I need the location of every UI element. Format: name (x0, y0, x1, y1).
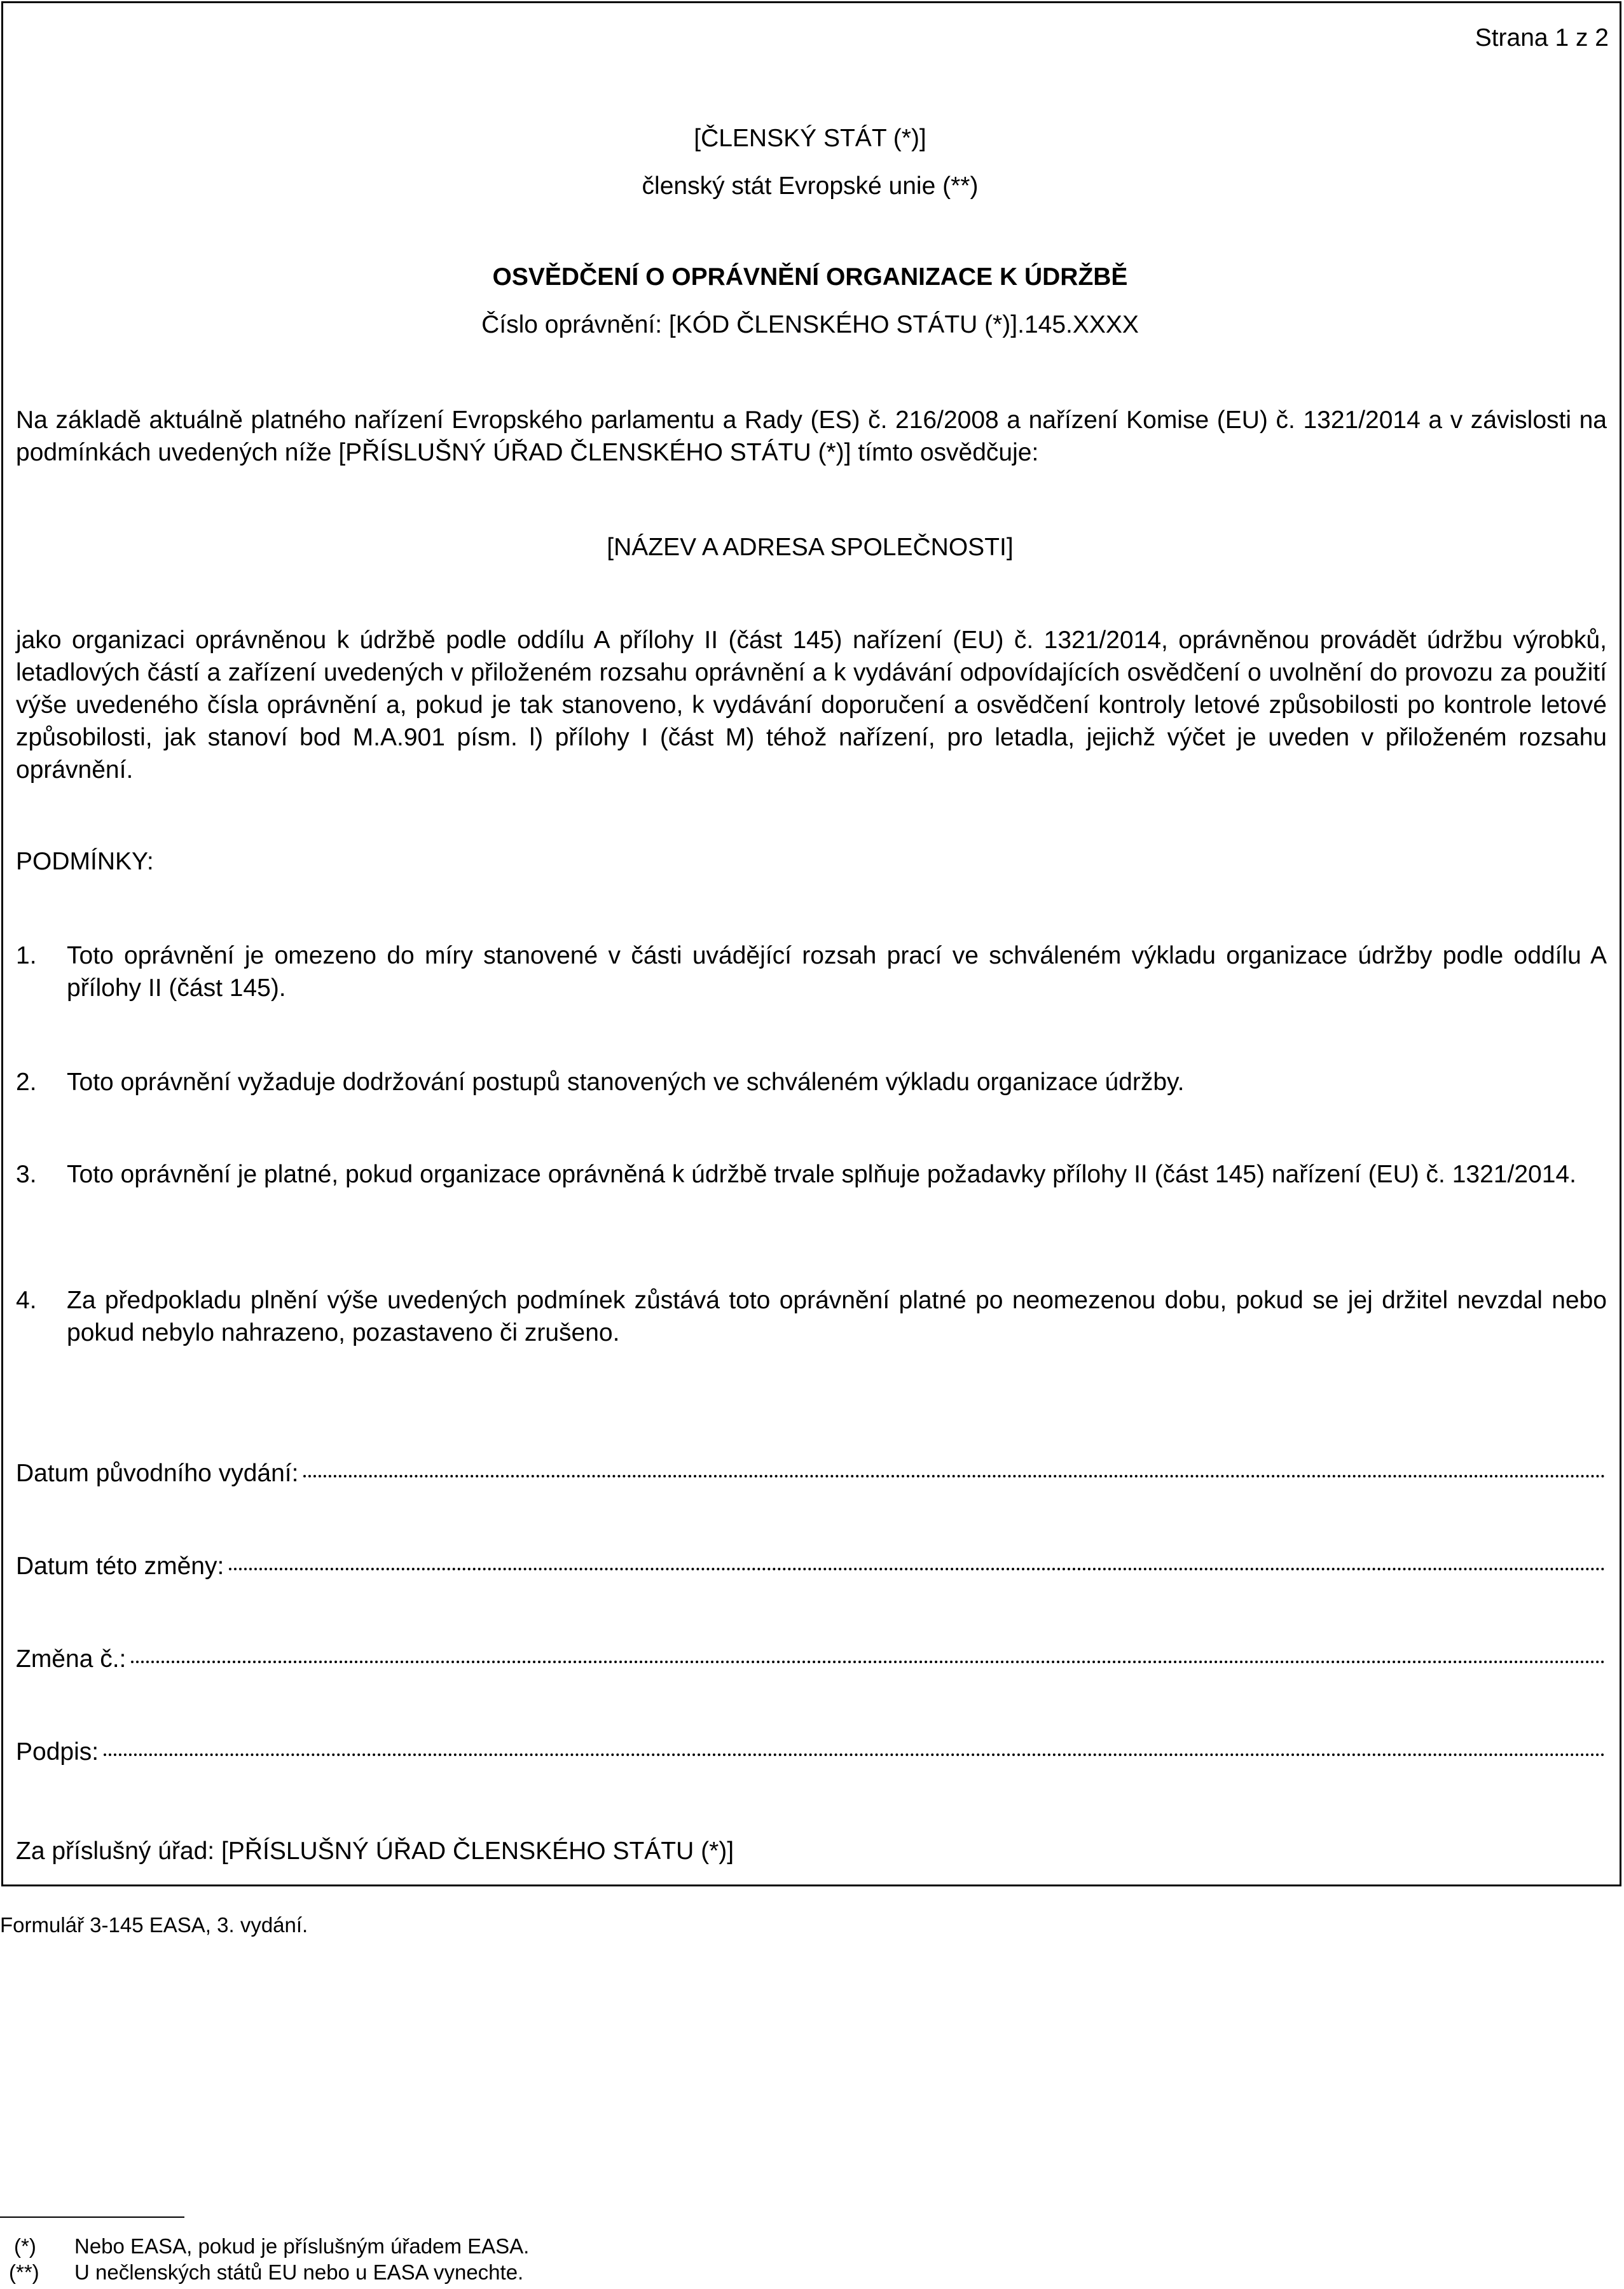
change-number-dots (131, 1661, 1606, 1663)
original-issue-date-dots (303, 1475, 1606, 1477)
signature-field[interactable] (16, 1736, 1606, 1768)
page-number: Strana 1 z 2 (1475, 24, 1609, 52)
condition-number: 2. (16, 1068, 37, 1096)
footnote-text: Nebo EASA, pokud je příslušným úřadem EASA. (74, 2234, 530, 2258)
scope-paragraph: jako organizaci oprávněnou k údržbě podle oddílu A přílohy II (část 145) nařízení (EU) č. 1321/2014, oprávněnou provádět údržbu výrobků, letadlových částí a zařízení uvedených v přiloženém rozsahu oprávnění a k vydávání odpovídajících osvědčení o uvolnění do provozu za použití výše uvedeného čísla oprávnění a, pokud je tak stanoveno, k vydávání doporučení a osvědčení kontroly letové způsobilosti po kontrole letové způsobilosti, jak stanoví bod M.A.901 písm. l) přílohy I (část M) téhož nařízení, pro letadla, jejichž výčet je uveden v přiloženém rozsahu oprávnění. (16, 626, 1607, 784)
member-state-heading: [ČLENSKÝ STÁT (*)] (694, 125, 926, 152)
change-date-dots (229, 1568, 1606, 1570)
form-reference: Formulář 3-145 EASA, 3. vydání. (0, 1913, 308, 1937)
signature-label: Podpis: (16, 1738, 99, 1766)
original-issue-date-field[interactable] (16, 1458, 1606, 1490)
change-date-label: Datum této změny: (16, 1553, 224, 1580)
change-date-field[interactable] (16, 1551, 1606, 1582)
conditions-heading: PODMÍNKY: (16, 848, 154, 875)
condition-text: Toto oprávnění vyžaduje dodržování postupů stanovených ve schváleném výkladu organizace údržby. (67, 1068, 1185, 1096)
approval-number: Číslo oprávnění: [KÓD ČLENSKÉHO STÁTU (*)].145.XXXX (481, 311, 1139, 338)
condition-text: Toto oprávnění je platné, pokud organizace oprávněná k údržbě trvale splňuje požadavky přílohy II (část 145) nařízení (EU) č. 1321/2014. (67, 1161, 1576, 1188)
condition-number: 4. (16, 1287, 37, 1314)
condition-number: 1. (16, 942, 37, 969)
eu-member-subheading: členský stát Evropské unie (**) (642, 172, 979, 200)
footnote-mark: (**) (9, 2260, 39, 2284)
company-name-address: [NÁZEV A ADRESA SPOLEČNOSTI] (607, 534, 1014, 561)
change-number-label: Změna č.: (16, 1645, 127, 1673)
condition-number: 3. (16, 1161, 37, 1188)
condition-text: Za předpokladu plnění výše uvedených podmínek zůstává toto oprávnění platné po neomezenou dobu, pokud se jej držitel nevzdal nebo pokud nebylo nahrazeno, pozastaveno či zrušeno. (67, 1287, 1607, 1346)
footnote-separator (0, 2216, 184, 2218)
certificate-title: OSVĚDČENÍ O OPRÁVNĚNÍ ORGANIZACE K ÚDRŽBĚ (492, 263, 1128, 291)
signature-dots (104, 1753, 1606, 1756)
footnote-text: U nečlenských států EU nebo u EASA vynechte. (74, 2260, 524, 2284)
intro-paragraph: Na základě aktuálně platného nařízení Evropského parlamentu a Rady (ES) č. 216/2008 a nařízení Komise (EU) č. 1321/2014 a v závislosti na podmínkách uvedených níže [PŘÍSLUŠNÝ ÚŘAD ČLENSKÉHO STÁTU (*)] tímto osvědčuje: (16, 406, 1607, 466)
original-issue-date-label: Datum původního vydání: (16, 1460, 299, 1487)
condition-text: Toto oprávnění je omezeno do míry stanovené v části uvádějící rozsah prací ve schváleném výkladu organizace údržby podle oddílu A přílohy II (část 145). (67, 942, 1607, 1002)
footnote-mark: (*) (14, 2234, 36, 2258)
change-number-field[interactable] (16, 1643, 1606, 1675)
authority-line: Za příslušný úřad: [PŘÍSLUŠNÝ ÚŘAD ČLENSKÉHO STÁTU (*)] (16, 1837, 734, 1865)
